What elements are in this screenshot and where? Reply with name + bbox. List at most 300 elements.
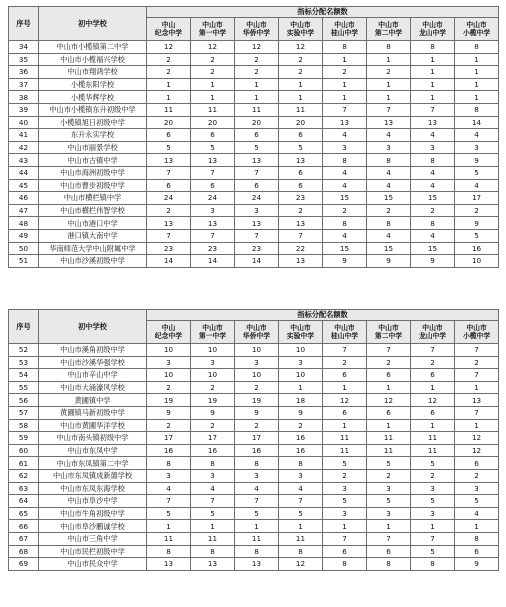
quota-cell: 11 xyxy=(323,444,367,457)
quota-cell: 2 xyxy=(323,469,367,482)
quota-cell: 13 xyxy=(235,154,279,167)
quota-cell: 16 xyxy=(235,444,279,457)
quota-cell: 7 xyxy=(323,103,367,116)
header-col-3: 中山市 华侨中学 xyxy=(235,321,279,344)
quota-cell: 6 xyxy=(279,129,323,142)
quota-cell: 1 xyxy=(323,419,367,432)
seq-cell: 37 xyxy=(9,78,39,91)
quota-cell: 9 xyxy=(279,406,323,419)
header-col-5: 中山市 桂山中学 xyxy=(323,321,367,344)
quota-cell: 8 xyxy=(455,532,499,545)
quota-cell: 19 xyxy=(191,394,235,407)
quota-cell: 2 xyxy=(455,469,499,482)
quota-cell: 13 xyxy=(279,154,323,167)
quota-cell: 7 xyxy=(147,166,191,179)
quota-cell: 5 xyxy=(455,166,499,179)
header-col-1: 中山 纪念中学 xyxy=(147,18,191,41)
quota-cell: 12 xyxy=(235,41,279,54)
quota-cell: 12 xyxy=(323,394,367,407)
quota-cell: 7 xyxy=(323,532,367,545)
quota-cell: 2 xyxy=(455,204,499,217)
table-row xyxy=(9,66,499,79)
table-body xyxy=(9,344,499,571)
quota-cell: 1 xyxy=(367,53,411,66)
quota-cell: 2 xyxy=(367,356,411,369)
school-cell: 中山市曹步初级中学 xyxy=(39,179,147,192)
quota-cell: 2 xyxy=(279,66,323,79)
quota-cell: 8 xyxy=(411,154,455,167)
quota-cell: 24 xyxy=(147,192,191,205)
quota-cell: 8 xyxy=(279,545,323,558)
quota-cell: 20 xyxy=(191,116,235,129)
quota-cell: 13 xyxy=(455,394,499,407)
quota-cell: 3 xyxy=(147,469,191,482)
quota-cell: 1 xyxy=(455,66,499,79)
quota-cell: 1 xyxy=(411,78,455,91)
quota-cell: 5 xyxy=(411,457,455,470)
quota-cell: 15 xyxy=(323,242,367,255)
header-col-2: 中山市 第一中学 xyxy=(191,18,235,41)
quota-cell: 1 xyxy=(455,78,499,91)
quota-cell: 6 xyxy=(323,369,367,382)
quota-cell: 8 xyxy=(367,154,411,167)
quota-cell: 11 xyxy=(147,532,191,545)
header-col-4: 中山市 实验中学 xyxy=(279,18,323,41)
quota-cell: 5 xyxy=(323,495,367,508)
quota-cell: 2 xyxy=(323,356,367,369)
school-cell: 中山市横栏伟智学校 xyxy=(39,204,147,217)
seq-cell: 58 xyxy=(9,419,39,432)
quota-cell: 12 xyxy=(147,41,191,54)
quota-cell: 11 xyxy=(279,532,323,545)
table-row xyxy=(9,444,499,457)
quota-cell: 3 xyxy=(367,482,411,495)
quota-cell: 4 xyxy=(323,229,367,242)
quota-cell: 6 xyxy=(235,129,279,142)
school-cell: 华南师范大学中山附属中学 xyxy=(39,242,147,255)
quota-cell: 13 xyxy=(191,154,235,167)
quota-cell: 6 xyxy=(367,406,411,419)
school-cell: 小榄东阳学校 xyxy=(39,78,147,91)
quota-cell: 7 xyxy=(235,495,279,508)
quota-cell: 7 xyxy=(455,406,499,419)
quota-cell: 6 xyxy=(411,406,455,419)
quota-cell: 7 xyxy=(367,344,411,357)
table-row xyxy=(9,53,499,66)
school-cell: 中山市横栏镇中学 xyxy=(39,192,147,205)
quota-cell: 9 xyxy=(147,406,191,419)
quota-cell: 11 xyxy=(411,444,455,457)
quota-cell: 3 xyxy=(455,141,499,154)
quota-cell: 8 xyxy=(235,457,279,470)
quota-cell: 6 xyxy=(279,179,323,192)
seq-cell: 64 xyxy=(9,495,39,508)
quota-cell: 11 xyxy=(411,432,455,445)
header-col-3: 中山市 华侨中学 xyxy=(235,18,279,41)
school-cell: 中山市民众中学 xyxy=(39,558,147,571)
school-cell: 中山市辛山中学 xyxy=(39,369,147,382)
header-school: 初中学校 xyxy=(39,310,147,344)
quota-cell: 8 xyxy=(411,41,455,54)
school-cell: 中山市沙溪初级中学 xyxy=(39,255,147,268)
table-row xyxy=(9,255,499,268)
quota-cell: 3 xyxy=(147,356,191,369)
quota-cell: 8 xyxy=(411,217,455,230)
table-row xyxy=(9,457,499,470)
quota-cell: 14 xyxy=(235,255,279,268)
seq-cell: 50 xyxy=(9,242,39,255)
table-row xyxy=(9,419,499,432)
quota-cell: 16 xyxy=(455,242,499,255)
quota-cell: 5 xyxy=(323,457,367,470)
quota-cell: 5 xyxy=(279,507,323,520)
table-row xyxy=(9,369,499,382)
quota-cell: 11 xyxy=(367,432,411,445)
quota-cell: 6 xyxy=(191,179,235,192)
quota-cell: 7 xyxy=(455,369,499,382)
quota-cell: 13 xyxy=(191,558,235,571)
quota-cell: 6 xyxy=(455,545,499,558)
quota-cell: 10 xyxy=(279,344,323,357)
quota-cell: 7 xyxy=(279,495,323,508)
seq-cell: 67 xyxy=(9,532,39,545)
quota-cell: 14 xyxy=(147,255,191,268)
quota-cell: 8 xyxy=(367,41,411,54)
seq-cell: 46 xyxy=(9,192,39,205)
quota-cell: 9 xyxy=(235,406,279,419)
quota-cell: 20 xyxy=(279,116,323,129)
quota-cell: 4 xyxy=(367,129,411,142)
school-cell: 中山市东凤镇第二中学 xyxy=(39,457,147,470)
quota-cell: 10 xyxy=(235,344,279,357)
quota-cell: 13 xyxy=(147,217,191,230)
quota-cell: 22 xyxy=(279,242,323,255)
table-row xyxy=(9,507,499,520)
quota-cell: 5 xyxy=(367,495,411,508)
quota-cell: 6 xyxy=(367,369,411,382)
quota-cell: 8 xyxy=(323,217,367,230)
quota-cell: 12 xyxy=(455,432,499,445)
quota-cell: 13 xyxy=(279,255,323,268)
quota-cell: 4 xyxy=(235,482,279,495)
quota-cell: 10 xyxy=(147,369,191,382)
quota-cell: 2 xyxy=(279,53,323,66)
quota-cell: 19 xyxy=(235,394,279,407)
seq-cell: 41 xyxy=(9,129,39,142)
quota-cell: 2 xyxy=(455,356,499,369)
table-row xyxy=(9,217,499,230)
quota-cell: 11 xyxy=(147,103,191,116)
quota-cell: 1 xyxy=(367,419,411,432)
quota-cell: 2 xyxy=(235,381,279,394)
quota-cell: 1 xyxy=(191,520,235,533)
seq-cell: 59 xyxy=(9,432,39,445)
quota-cell: 13 xyxy=(147,558,191,571)
quota-cell: 7 xyxy=(411,344,455,357)
seq-cell: 55 xyxy=(9,381,39,394)
quota-cell: 5 xyxy=(191,141,235,154)
school-cell: 中山市东凤中学 xyxy=(39,444,147,457)
seq-cell: 54 xyxy=(9,369,39,382)
quota-cell: 23 xyxy=(191,242,235,255)
quota-cell: 23 xyxy=(235,242,279,255)
quota-cell: 6 xyxy=(235,179,279,192)
school-cell: 中山市翔鸿学校 xyxy=(39,66,147,79)
school-cell: 中山市阜沙鹏诚学校 xyxy=(39,520,147,533)
quota-cell: 10 xyxy=(191,344,235,357)
quota-table-1 xyxy=(8,6,499,268)
quota-cell: 12 xyxy=(455,444,499,457)
quota-cell: 15 xyxy=(411,242,455,255)
quota-cell: 5 xyxy=(191,507,235,520)
quota-cell: 1 xyxy=(411,66,455,79)
quota-cell: 6 xyxy=(323,406,367,419)
seq-cell: 39 xyxy=(9,103,39,116)
table-row xyxy=(9,406,499,419)
quota-cell: 7 xyxy=(147,229,191,242)
table-body xyxy=(9,41,499,268)
quota-cell: 8 xyxy=(279,457,323,470)
quota-cell: 1 xyxy=(323,520,367,533)
school-cell: 中山市大涌濠风学校 xyxy=(39,381,147,394)
quota-cell: 8 xyxy=(147,545,191,558)
school-cell: 小榄华辉学校 xyxy=(39,91,147,104)
quota-cell: 5 xyxy=(147,141,191,154)
quota-cell: 2 xyxy=(191,419,235,432)
table-row xyxy=(9,482,499,495)
quota-cell: 16 xyxy=(279,432,323,445)
quota-cell: 8 xyxy=(323,41,367,54)
quota-cell: 1 xyxy=(235,520,279,533)
quota-cell: 6 xyxy=(147,179,191,192)
school-cell: 中山市牛角初级中学 xyxy=(39,507,147,520)
table-row xyxy=(9,495,499,508)
table-row xyxy=(9,532,499,545)
quota-cell: 8 xyxy=(191,545,235,558)
school-cell: 中山市三角中学 xyxy=(39,532,147,545)
seq-cell: 49 xyxy=(9,229,39,242)
quota-cell: 8 xyxy=(323,558,367,571)
quota-cell: 20 xyxy=(235,116,279,129)
seq-cell: 51 xyxy=(9,255,39,268)
quota-cell: 4 xyxy=(191,482,235,495)
seq-cell: 45 xyxy=(9,179,39,192)
quota-cell: 1 xyxy=(455,53,499,66)
school-cell: 港口镇大南中学 xyxy=(39,229,147,242)
quota-cell: 9 xyxy=(455,154,499,167)
quota-cell: 2 xyxy=(191,381,235,394)
quota-cell: 19 xyxy=(147,394,191,407)
school-cell: 中山市东凤镇成新德学校 xyxy=(39,469,147,482)
quota-cell: 13 xyxy=(191,217,235,230)
quota-cell: 7 xyxy=(367,103,411,116)
quota-cell: 4 xyxy=(411,179,455,192)
table-row xyxy=(9,192,499,205)
quota-cell: 2 xyxy=(411,204,455,217)
table-row xyxy=(9,381,499,394)
quota-cell: 15 xyxy=(367,242,411,255)
quota-cell: 4 xyxy=(323,179,367,192)
seq-cell: 36 xyxy=(9,66,39,79)
quota-cell: 7 xyxy=(191,495,235,508)
header-col-7: 中山市 龙山中学 xyxy=(411,321,455,344)
quota-cell: 6 xyxy=(323,545,367,558)
table-row xyxy=(9,545,499,558)
school-cell: 中山市黄圃华洋学校 xyxy=(39,419,147,432)
quota-cell: 17 xyxy=(235,432,279,445)
quota-cell: 1 xyxy=(279,91,323,104)
quota-cell: 8 xyxy=(367,217,411,230)
quota-cell: 2 xyxy=(411,356,455,369)
school-cell: 中山市阜沙中学 xyxy=(39,495,147,508)
quota-cell: 8 xyxy=(323,154,367,167)
quota-cell: 8 xyxy=(411,558,455,571)
quota-cell: 2 xyxy=(279,204,323,217)
quota-cell: 9 xyxy=(411,255,455,268)
quota-cell: 1 xyxy=(191,91,235,104)
quota-cell: 1 xyxy=(411,91,455,104)
quota-cell: 4 xyxy=(367,166,411,179)
quota-cell: 13 xyxy=(279,217,323,230)
quota-cell: 4 xyxy=(455,129,499,142)
header-col-5: 中山市 桂山中学 xyxy=(323,18,367,41)
quota-cell: 2 xyxy=(147,204,191,217)
school-cell: 中山市小榄镇第二中学 xyxy=(39,41,147,54)
quota-cell: 3 xyxy=(235,204,279,217)
quota-cell: 4 xyxy=(455,179,499,192)
quota-cell: 2 xyxy=(235,419,279,432)
quota-cell: 2 xyxy=(411,469,455,482)
quota-cell: 8 xyxy=(455,41,499,54)
header-col-1: 中山 纪念中学 xyxy=(147,321,191,344)
seq-cell: 34 xyxy=(9,41,39,54)
quota-cell: 4 xyxy=(367,179,411,192)
table-row xyxy=(9,129,499,142)
seq-cell: 47 xyxy=(9,204,39,217)
quota-cell: 3 xyxy=(279,469,323,482)
quota-cell: 1 xyxy=(367,91,411,104)
table-row xyxy=(9,166,499,179)
quota-cell: 10 xyxy=(279,369,323,382)
table-row xyxy=(9,78,499,91)
quota-cell: 1 xyxy=(323,53,367,66)
quota-cell: 11 xyxy=(191,103,235,116)
quota-cell: 11 xyxy=(279,103,323,116)
quota-cell: 2 xyxy=(367,66,411,79)
seq-cell: 61 xyxy=(9,457,39,470)
quota-cell: 1 xyxy=(235,78,279,91)
school-cell: 东升永实学校 xyxy=(39,129,147,142)
seq-cell: 38 xyxy=(9,91,39,104)
quota-cell: 5 xyxy=(235,507,279,520)
header-col-2: 中山市 第一中学 xyxy=(191,321,235,344)
quota-cell: 2 xyxy=(279,419,323,432)
quota-cell: 4 xyxy=(147,482,191,495)
quota-cell: 7 xyxy=(191,229,235,242)
quota-cell: 1 xyxy=(235,91,279,104)
quota-cell: 1 xyxy=(455,419,499,432)
quota-cell: 10 xyxy=(455,255,499,268)
seq-cell: 43 xyxy=(9,154,39,167)
school-cell: 中山市小榄镇东升初级中学 xyxy=(39,103,147,116)
quota-cell: 5 xyxy=(279,141,323,154)
quota-cell: 13 xyxy=(235,217,279,230)
quota-cell: 7 xyxy=(279,229,323,242)
seq-cell: 53 xyxy=(9,356,39,369)
quota-cell: 10 xyxy=(147,344,191,357)
quota-cell: 2 xyxy=(235,66,279,79)
quota-cell: 3 xyxy=(455,482,499,495)
seq-cell: 40 xyxy=(9,116,39,129)
table-row xyxy=(9,204,499,217)
quota-cell: 13 xyxy=(235,558,279,571)
table-row xyxy=(9,520,499,533)
quota-cell: 7 xyxy=(191,166,235,179)
table-row xyxy=(9,229,499,242)
quota-cell: 1 xyxy=(323,91,367,104)
seq-cell: 63 xyxy=(9,482,39,495)
table-row xyxy=(9,344,499,357)
header-school: 初中学校 xyxy=(39,7,147,41)
quota-cell: 1 xyxy=(367,520,411,533)
quota-cell: 12 xyxy=(279,41,323,54)
quota-cell: 18 xyxy=(279,394,323,407)
quota-cell: 2 xyxy=(367,204,411,217)
quota-cell: 3 xyxy=(279,356,323,369)
header-col-8: 中山市 小榄中学 xyxy=(455,321,499,344)
quota-cell: 3 xyxy=(411,507,455,520)
quota-cell: 2 xyxy=(235,53,279,66)
school-cell: 中山市南头镇初级中学 xyxy=(39,432,147,445)
header-col-6: 中山市 第二中学 xyxy=(367,18,411,41)
quota-cell: 7 xyxy=(235,229,279,242)
school-cell: 黄圃镇马新初级中学 xyxy=(39,406,147,419)
seq-cell: 62 xyxy=(9,469,39,482)
table-row xyxy=(9,469,499,482)
seq-cell: 56 xyxy=(9,394,39,407)
header-col-7: 中山市 龙山中学 xyxy=(411,18,455,41)
quota-cell: 8 xyxy=(191,457,235,470)
quota-cell: 7 xyxy=(455,344,499,357)
quota-cell: 3 xyxy=(411,141,455,154)
quota-cell: 6 xyxy=(455,457,499,470)
quota-cell: 10 xyxy=(235,369,279,382)
school-cell: 中山市丽景学校 xyxy=(39,141,147,154)
quota-cell: 12 xyxy=(367,394,411,407)
quota-cell: 9 xyxy=(367,255,411,268)
quota-cell: 3 xyxy=(191,469,235,482)
school-cell: 中山市溪角初级中学 xyxy=(39,344,147,357)
quota-cell: 13 xyxy=(411,116,455,129)
quota-cell: 11 xyxy=(191,532,235,545)
quota-cell: 3 xyxy=(323,141,367,154)
school-cell: 中山市港口中学 xyxy=(39,217,147,230)
quota-cell: 1 xyxy=(191,78,235,91)
school-cell: 中山市沙溪华强学校 xyxy=(39,356,147,369)
school-cell: 中山市古镇中学 xyxy=(39,154,147,167)
quota-cell: 3 xyxy=(323,507,367,520)
quota-cell: 5 xyxy=(411,495,455,508)
quota-cell: 5 xyxy=(455,229,499,242)
quota-cell: 24 xyxy=(191,192,235,205)
header-seq: 序号 xyxy=(9,310,39,344)
header-col-8: 中山市 小榄中学 xyxy=(455,18,499,41)
seq-cell: 69 xyxy=(9,558,39,571)
quota-cell: 16 xyxy=(191,444,235,457)
quota-cell: 4 xyxy=(411,166,455,179)
quota-cell: 7 xyxy=(411,532,455,545)
table-row xyxy=(9,432,499,445)
